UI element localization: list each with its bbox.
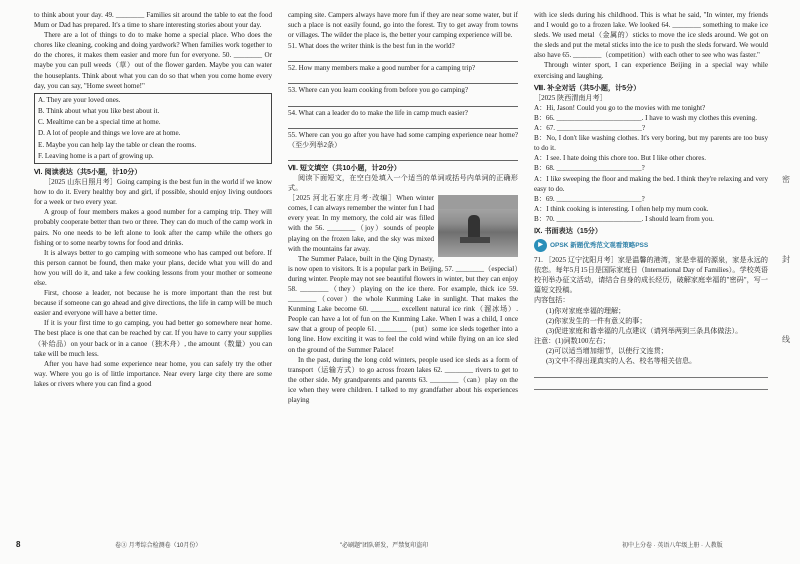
dialogue-line: B：69. ________________________?	[534, 194, 645, 203]
paragraph: There are a lot of things to do to make home a special place. Who does the chores like cleaning, cooking and doing yardwork? When families work together to do the chores, it makes them easier and more fun for everyone. 50. ________ Or maybe you can pull weeds（草）out of the flower garden. Maybe you can water the houseplants. Think about what you can do so that when you come home every day, you can say, "Home sweet home!"	[34, 31, 272, 90]
paragraph: ［2025 河北石家庄月考·改编］When winter comes, I can always remember the winter fun I had every year. In my memory, the cold air was filled with the 56. ________（joy）sounds of people playing on the frozen lake, and the sky was mixed with the mountains far away.	[288, 194, 434, 253]
option-f: F. Leaving home is a part of growing up.	[38, 151, 154, 160]
paragraph: to think about your day. 49. ________ Families sit around the table to eat the food Mum or Dad has prepared. It's a time to share interesting stories about your day.	[34, 11, 272, 30]
winter-photo	[438, 195, 518, 257]
paragraph: First, choose a leader, not because he is more important than the rest but because if someone can go ahead and give directions, the life in camp will be much easier and everyone will have a better time.	[34, 289, 272, 318]
note: (3)文中不得出现真实的人名、校名等相关信息。	[546, 357, 697, 365]
requirement: (3)促进家庭和谐幸福的几点建议（请列举两到三条具体做法）。	[546, 326, 743, 335]
option-a: A. They are your loved ones.	[38, 95, 121, 104]
page-number: 8	[16, 540, 21, 549]
dialogue-line: B：No, I don't like washing clothes. It's very boring, but my parents are too busy to do it.	[534, 134, 768, 153]
footer-middle: "必刷题"团队研发，严禁复印盗印	[340, 543, 429, 549]
option-c: C. Mealtime can be a special time at home.	[38, 118, 161, 127]
dialogue-line: B：66. ________________________. I have to wash my clothes this evening.	[534, 113, 758, 122]
options-box	[34, 93, 272, 164]
play-video-icon[interactable]: ▶	[534, 239, 547, 252]
section-heading: Ⅷ. 补全对话（共5小题，计5分）	[534, 83, 641, 92]
seal-mark: 封	[782, 255, 790, 264]
column-right	[534, 10, 768, 390]
question-54: 54. What can a leader do to make the life in camp much easier?	[288, 108, 468, 117]
seal-mark: 密	[782, 175, 790, 184]
answer-line[interactable]	[288, 96, 518, 107]
trees-shape	[438, 195, 518, 209]
dialogue-line: A：I think cooking is interesting. I often help my mum cook.	[534, 204, 709, 213]
paragraph: It is always better to go camping with someone who has camped out before. If this person cannot be found, then make your plans, decide what you will do and how you will do it, and take a few cooking lessons from your mother or someone else.	[34, 248, 272, 287]
requirement: (1)你对家庭幸福的理解；	[546, 306, 626, 315]
paragraph: camping site. Campers always have more fun if they are near some water, but if such a place is not easily found, go into the forest. Try to get away from towns or villages. The wilder the place is, the better your camping experience will be.	[288, 11, 518, 40]
option-e: E. Maybe you can help lay the table or clean the rooms.	[38, 140, 197, 149]
question-51: 51. What does the writer think is the best fun in the world?	[288, 42, 455, 51]
paragraph: In the past, during the long cold winters, people used ice sleds as a form of transport（运输方式）to go across frozen lakes 62. ________ rivers to get to the other side. My grandparents and parents 63. ________（can）play on the ice when they were children. I talked to my grandfather about his experiences playing	[288, 355, 518, 404]
source-tag: ［2025 陕西渭南月考］	[534, 93, 607, 102]
dialogue-line: A：I like sweeping the floor and making the bed. I think they're relaxing and very easy to do.	[534, 174, 768, 193]
section-heading: Ⅵ. 阅读表达（共5小题，计10分）	[34, 167, 142, 176]
paragraph: After you have had some experience near home, you can safely try the other way. Where you go is of little importance. Near every large city there are some lakes or rivers where you can find a good	[34, 359, 272, 388]
paragraph: The Summer Palace, built in the Qing Dynasty, is now open to visitors. It is a popular park in Beijing, 57. ________（especial）during winter. People may not see beautiful flowers in winter, but they can enjoy 58. ________（they）playing on the ice there. For example, thick ice 59. ________（cover）the whole Kunming Lake in sunlight. That makes the Kunming Lake become 60. ________ excellent natural ice rink（溜冰场）. People can have a lot of fun on the Kunming Lake. When I was a child, I once saw that a group of people 61. ________（put）some ice sleds together into a long line. How exciting it was to feel the cold wind while flying on an ice sled on the ground of the Summer Palace!	[288, 254, 518, 354]
section-heading: Ⅸ. 书面表达（15分）	[534, 226, 602, 235]
dialogue-line: A：Hi, Jason! Could you go to the movies with me tonight?	[534, 103, 706, 112]
paragraph: Through winter sport, I can experience Beijing in a special way while exercising and laughing.	[534, 61, 768, 80]
notes-heading: 注意：(1)词数100左右；	[534, 336, 610, 345]
dialogue-line: A：67. ________________________?	[534, 124, 646, 133]
option-d: D. A lot of people and things we love are at home.	[38, 129, 181, 138]
writing-line[interactable]	[534, 378, 768, 390]
note: (2)可以适当增加细节，以使行文连贯；	[546, 346, 668, 355]
writing-prompt: 71. ［2025 辽宁沈阳月考］家是温馨的港湾，家是幸福的源泉，家是永远的依恋。每年5月15日是国际家庭日（International Day of Families）。学校英语校刊举办征文活动，请结合自身的成长经历，破解家庭幸福的"密码"，写一篇短文投稿。	[534, 256, 768, 295]
column-middle	[288, 10, 518, 405]
seal-mark: 线	[782, 335, 790, 344]
paragraph: ［2025 山东日照月考］Going camping is the best fun in the world if we know how to do it. Every healthy boy and girl, if possible, should enjoy living outdoors for a week or two every year.	[34, 178, 272, 207]
dialogue-line: A：I see. I hate doing this chore too. But I like other chores.	[534, 154, 706, 163]
sled-shape	[460, 237, 490, 243]
footer-right: 初中上分卷 · 英语八年级上册 · 人教版	[622, 543, 723, 549]
answer-line[interactable]	[288, 118, 518, 129]
option-b: B. Think about what you like best about it.	[38, 106, 160, 115]
paragraph: A group of four members makes a good number for a camping trip. They will probably cooperate better than two or three. They can do much of the camp work in pairs. No one needs to be left alone to look after the camp while the others go fishing or to some nearby towns for food and drinks.	[34, 208, 272, 247]
dialogue-line: B：68. ________________________?	[534, 164, 645, 173]
question-53: 53. Where can you learn cooking from before you go camping?	[288, 86, 469, 95]
dialogue	[534, 103, 768, 224]
instructions: 阅读下面短文，在空白处填入一个适当的单词或括号内单词的正确形式。	[288, 173, 518, 193]
question-55: 55. Where can you go after you have had some camping experience near home?（至少列举2条）	[288, 130, 518, 149]
video-banner-text[interactable]: OPSK 新题优秀范文观看策略PSS	[550, 241, 649, 249]
paragraph: If it is your first time to go camping, you had better go somewhere near home. The best place is one that can be reached by car. If you have to carry your supplies（补给品）on your back or in a canoe（独木舟）, the amount（数量）you can take will be much less.	[34, 319, 272, 358]
answer-line[interactable]	[288, 150, 518, 161]
content-heading: 内容包括：	[534, 296, 570, 305]
section-heading: Ⅶ. 短文填空（共10小题，计20分）	[288, 163, 401, 172]
writing-line[interactable]	[534, 366, 768, 378]
video-banner[interactable]	[534, 239, 768, 252]
question-52: 52. How many members make a good number for a camping trip?	[288, 64, 476, 73]
column-left	[34, 10, 272, 389]
footer-left: 卷③ 月考综合检测卷（10月份）	[115, 543, 202, 549]
answer-line[interactable]	[288, 73, 518, 84]
requirement: (2)你家发生的一件有意义的事；	[546, 316, 647, 325]
dialogue-line: B：70. ________________________. I should learn from you.	[534, 214, 714, 223]
paragraph: with ice sleds during his childhood. This is what he said, "In winter, my friends and I would go to a frozen lake. We looked 64. ________ something to make ice sleds. We used metal（金属的）sticks to move the ice sleds around. We got on the sleds and put the metal sticks into the ice to push the sleds forward. We would also have 65. ________（competition）with each other to see who was faster."	[534, 11, 768, 60]
answer-line[interactable]	[288, 51, 518, 62]
